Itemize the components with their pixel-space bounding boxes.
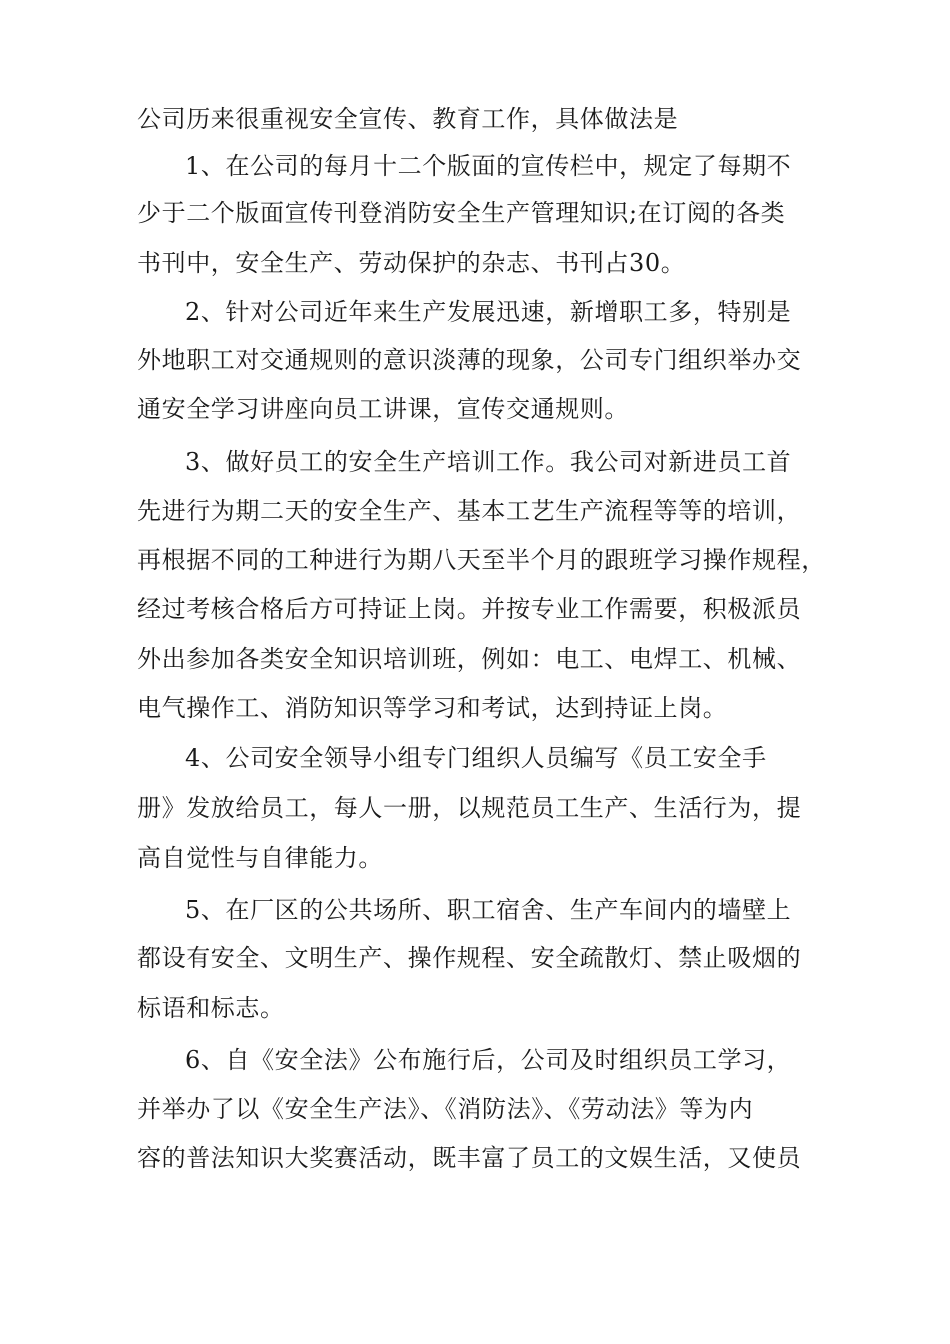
item-5-line-2: 都设有安全、文明生产、操作规程、安全疏散灯、禁止吸烟的 <box>137 944 802 972</box>
item-6-line-3: 容的普法知识大奖赛活动，既丰富了员工的文娱生活，又使员 <box>137 1144 802 1172</box>
item-3-line-1: 3、做好员工的安全生产培训工作。我公司对新进员工首 <box>185 448 792 476</box>
item-3-line-5: 外出参加各类安全知识培训班，例如：电工、电焊工、机械、 <box>137 645 802 673</box>
item-4-line-1: 4、公司安全领导小组专门组织人员编写《员工安全手 <box>185 744 767 772</box>
item-1-line-2: 少于二个版面宣传刊登消防安全生产管理知识;在订阅的各类 <box>137 199 786 227</box>
item-6-line-2: 并举办了以《安全生产法》、《消防法》、《劳动法》等为内 <box>137 1095 754 1123</box>
item-2-line-2: 外地职工对交通规则的意识淡薄的现象，公司专门组织举办交 <box>137 346 802 374</box>
item-1-line-3: 书刊中，安全生产、劳动保护的杂志、书刊占30。 <box>137 249 686 277</box>
item-3-line-3: 再根据不同的工种进行为期八天至半个月的跟班学习操作规程， <box>137 546 826 574</box>
item-4-line-3: 高自觉性与自律能力。 <box>137 844 383 872</box>
item-4-line-2: 册》发放给员工，每人一册，以规范员工生产、生活行为，提 <box>137 794 802 822</box>
item-5-line-3: 标语和标志。 <box>137 994 285 1022</box>
intro-line: 公司历来很重视安全宣传、教育工作，具体做法是 <box>137 105 679 133</box>
item-3-line-4: 经过考核合格后方可持证上岗。并按专业工作需要，积极派员 <box>137 595 802 623</box>
item-2-line-3: 通安全学习讲座向员工讲课，宣传交通规则。 <box>137 395 629 423</box>
item-5-line-1: 5、在厂区的公共场所、职工宿舍、生产车间内的墙壁上 <box>185 896 792 924</box>
item-3-line-2: 先进行为期二天的安全生产、基本工艺生产流程等等的培训， <box>137 497 802 525</box>
item-6-line-1: 6、自《安全法》公布施行后，公司及时组织员工学习， <box>185 1046 792 1074</box>
item-2-line-1: 2、针对公司近年来生产发展迅速，新增职工多，特别是 <box>185 298 792 326</box>
item-1-line-1: 1、在公司的每月十二个版面的宣传栏中，规定了每期不 <box>185 152 792 180</box>
item-3-line-6: 电气操作工、消防知识等学习和考试，达到持证上岗。 <box>137 694 728 722</box>
